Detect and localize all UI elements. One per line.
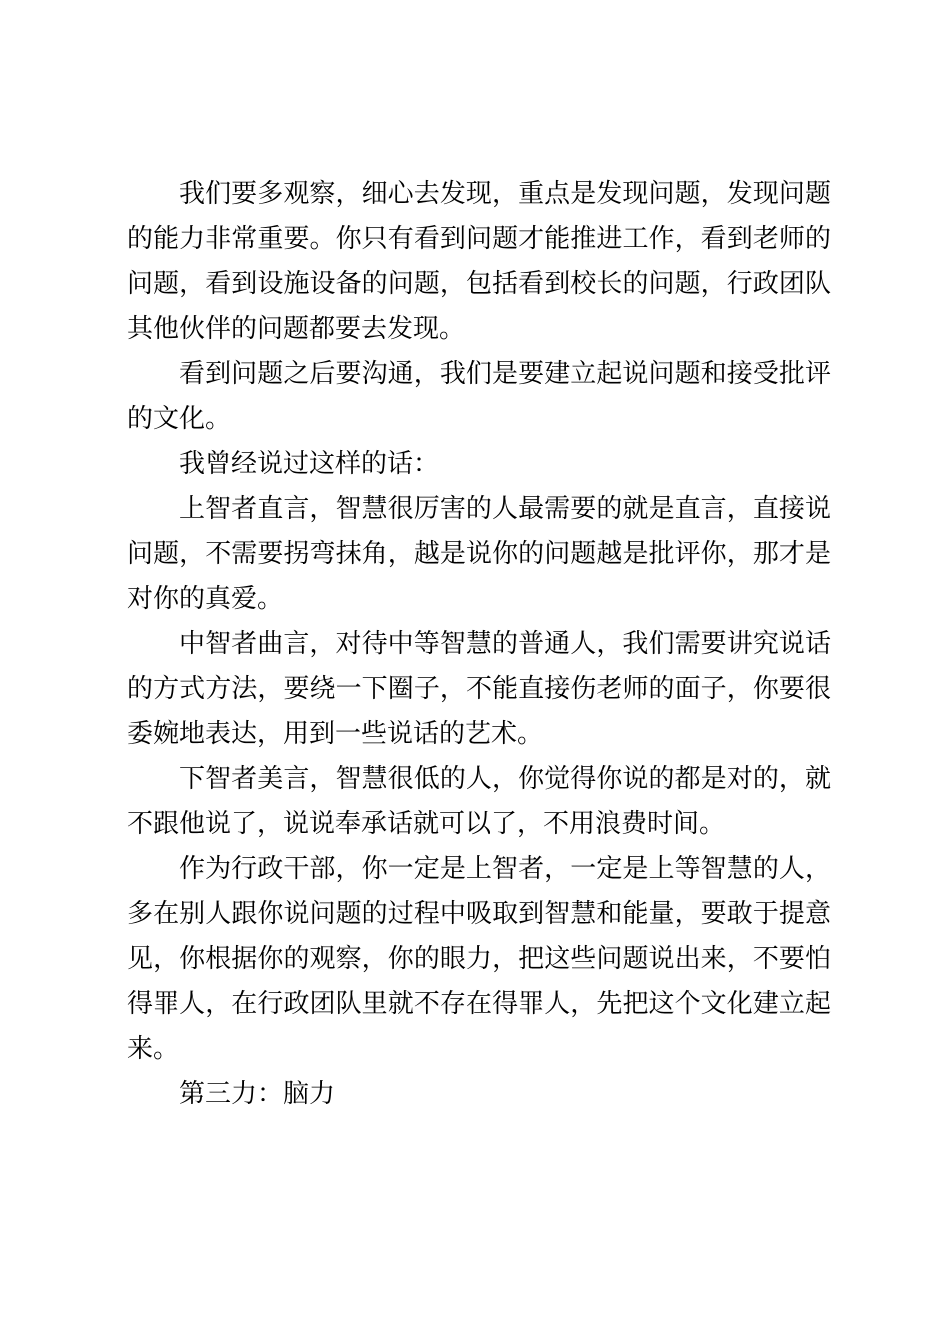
paragraph-admin-cadre: 作为行政干部，你一定是上智者，一定是上等智慧的人，多在别人跟你说问题的过程中吸取到智慧和能量，要敢于提意见，你根据你的观察，你的眼力，把这些问题说出来，不要怕得罪人，在行政团队里就不存在得罪人，先把这个文化建立起来。 — [127, 854, 831, 1064]
section-heading-third-power: 第三力：脑力 — [179, 1079, 336, 1109]
paragraph-observe: 我们要多观察，细心去发现，重点是发现问题，发现问题的能力非常重要。你只有看到问题才能推进工作，看到老师的问题，看到设施设备的问题，包括看到校长的问题，行政团队其他伙伴的问题都要去发现。 — [127, 179, 831, 344]
paragraph-quote-intro: 我曾经说过这样的话： — [179, 449, 440, 479]
paragraph-lower-wisdom: 下智者美言，智慧很低的人，你觉得你说的都是对的，就不跟他说了，说说奉承话就可以了，不用浪费时间。 — [127, 764, 831, 839]
paragraph-communicate: 看到问题之后要沟通，我们是要建立起说问题和接受批评的文化。 — [127, 359, 831, 434]
paragraph-middle-wisdom: 中智者曲言，对待中等智慧的普通人，我们需要讲究说话的方式方法，要绕一下圈子，不能直接伤老师的面子，你要很委婉地表达，用到一些说话的艺术。 — [127, 629, 831, 749]
paragraph-upper-wisdom: 上智者直言，智慧很厉害的人最需要的就是直言，直接说问题，不需要拐弯抹角，越是说你的问题越是批评你，那才是对你的真爱。 — [127, 494, 831, 614]
body-text — [127, 172, 831, 1117]
